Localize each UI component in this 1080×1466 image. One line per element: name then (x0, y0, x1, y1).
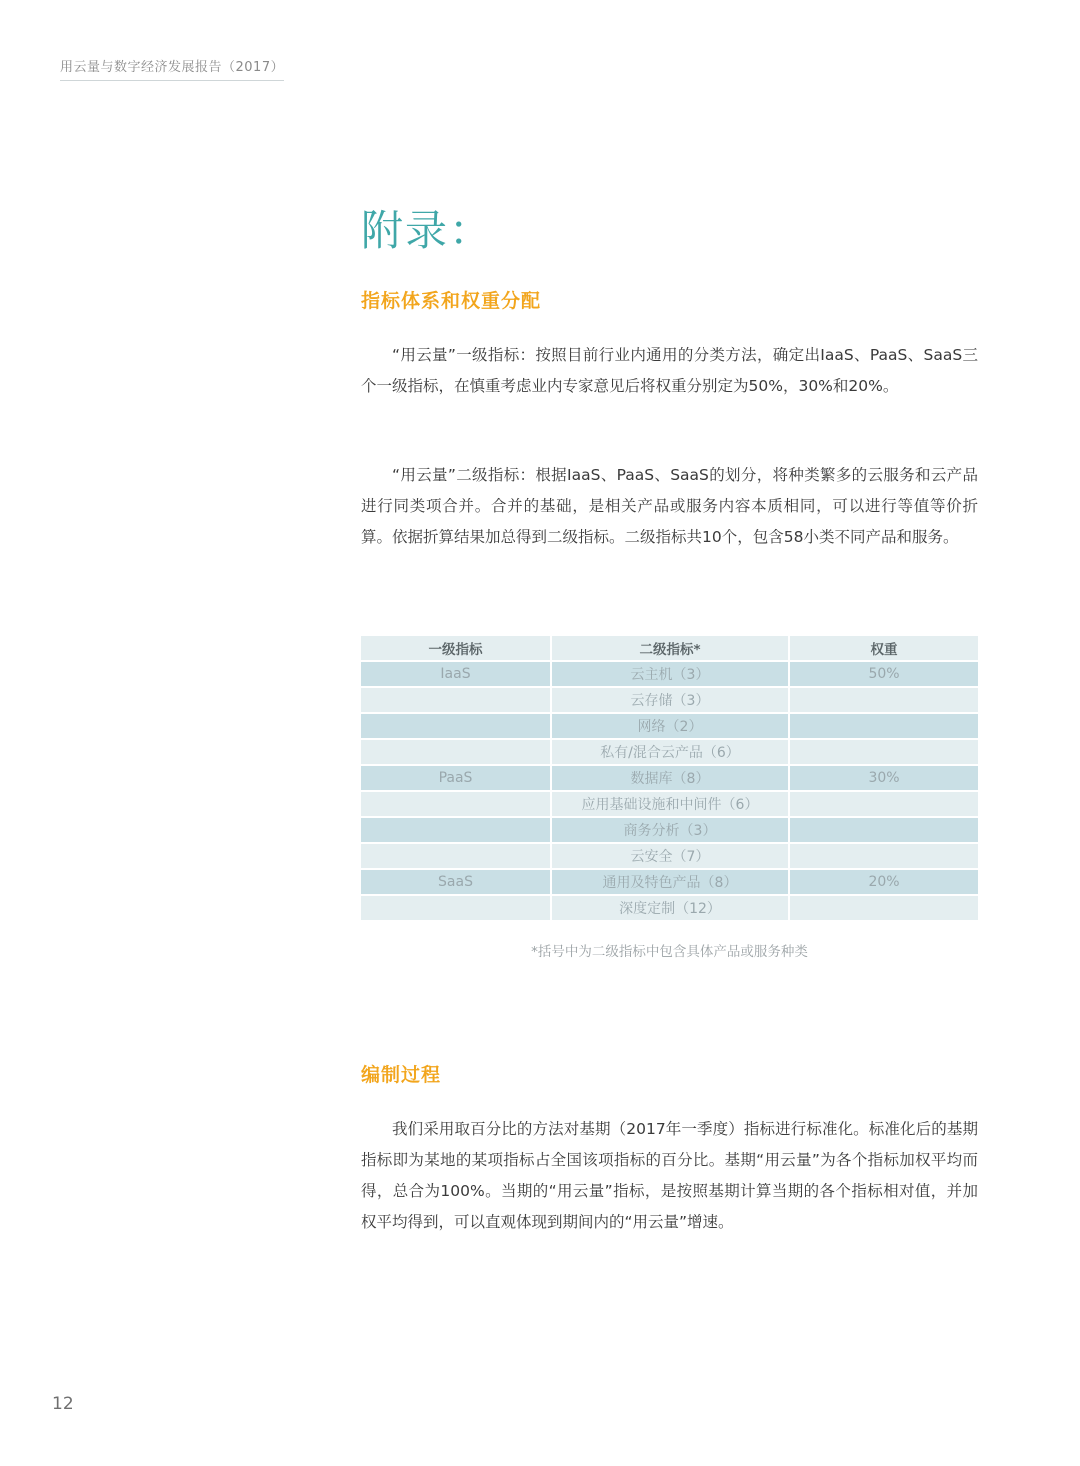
cell-weight: 50% (790, 662, 978, 688)
cell-level2: 私有/混合云产品（6） (552, 740, 790, 766)
cell-level1: SaaS (361, 870, 552, 896)
cell-level1 (361, 740, 552, 766)
table-row (361, 662, 978, 688)
cell-weight: 20% (790, 870, 978, 896)
paragraph-level1-indicators: “用云量”一级指标：按照目前行业内通用的分类方法，确定出IaaS、PaaS、SaaS三个一级指标，在慎重考虑业内专家意见后将权重分别定为50%，30%和20%。 (361, 346, 978, 395)
header-level1: 一级指标 (361, 636, 552, 662)
table-header-row (361, 636, 978, 662)
cell-level1 (361, 688, 552, 714)
cell-weight (790, 844, 978, 870)
table-row (361, 896, 978, 922)
cell-weight (790, 714, 978, 740)
header-level2: 二级指标* (552, 636, 790, 662)
table-row (361, 818, 978, 844)
header-weight: 权重 (790, 636, 978, 662)
cell-level2: 应用基础设施和中间件（6） (552, 792, 790, 818)
table-row (361, 714, 978, 740)
cell-level2: 商务分析（3） (552, 818, 790, 844)
cell-weight (790, 896, 978, 922)
cell-level2: 通用及特色产品（8） (552, 870, 790, 896)
cell-level2: 深度定制（12） (552, 896, 790, 922)
cell-level1: IaaS (361, 662, 552, 688)
paragraph-compilation-process: 我们采用取百分比的方法对基期（2017年一季度）指标进行标准化。标准化后的基期指标即为某地的某项指标占全国该项指标的百分比。基期“用云量”为各个指标加权平均而得，总合为100%。当期的“用云量”指标，是按照基期计算当期的各个指标相对值，并加权平均得到，可以直观体现到期间内的“用云量”增速。 (361, 1120, 978, 1231)
cell-level2: 数据库（8） (552, 766, 790, 792)
cell-weight (790, 740, 978, 766)
cell-level2: 网络（2） (552, 714, 790, 740)
indicator-weight-table (361, 636, 978, 922)
cell-level1 (361, 844, 552, 870)
section-heading-weights: 指标体系和权重分配 (361, 290, 542, 312)
cell-level1 (361, 896, 552, 922)
cell-level1 (361, 818, 552, 844)
table-row (361, 688, 978, 714)
paragraph-level2-indicators: “用云量”二级指标：根据IaaS、PaaS、SaaS的划分，将种类繁多的云服务和云产品进行同类项合并。合并的基础，是相关产品或服务内容本质相同，可以进行等值等价折算。依据折算结果加总得到二级指标。二级指标共10个，包含58小类不同产品和服务。 (361, 466, 978, 546)
cell-weight (790, 792, 978, 818)
cell-weight: 30% (790, 766, 978, 792)
cell-level2: 云主机（3） (552, 662, 790, 688)
table-row (361, 766, 978, 792)
section-heading-compilation: 编制过程 (361, 1064, 442, 1086)
table-row (361, 870, 978, 896)
appendix-title: 附录： (361, 206, 494, 255)
cell-weight (790, 818, 978, 844)
page-number: 12 (52, 1394, 74, 1414)
table-row (361, 844, 978, 870)
cell-level1 (361, 792, 552, 818)
cell-weight (790, 688, 978, 714)
cell-level1 (361, 714, 552, 740)
running-header: 用云量与数字经济发展报告（2017） (60, 56, 284, 81)
table-row (361, 792, 978, 818)
cell-level2: 云存储（3） (552, 688, 790, 714)
table-row (361, 740, 978, 766)
table-footnote: *括号中为二级指标中包含具体产品或服务种类 (531, 944, 808, 960)
cell-level2: 云安全（7） (552, 844, 790, 870)
cell-level1: PaaS (361, 766, 552, 792)
